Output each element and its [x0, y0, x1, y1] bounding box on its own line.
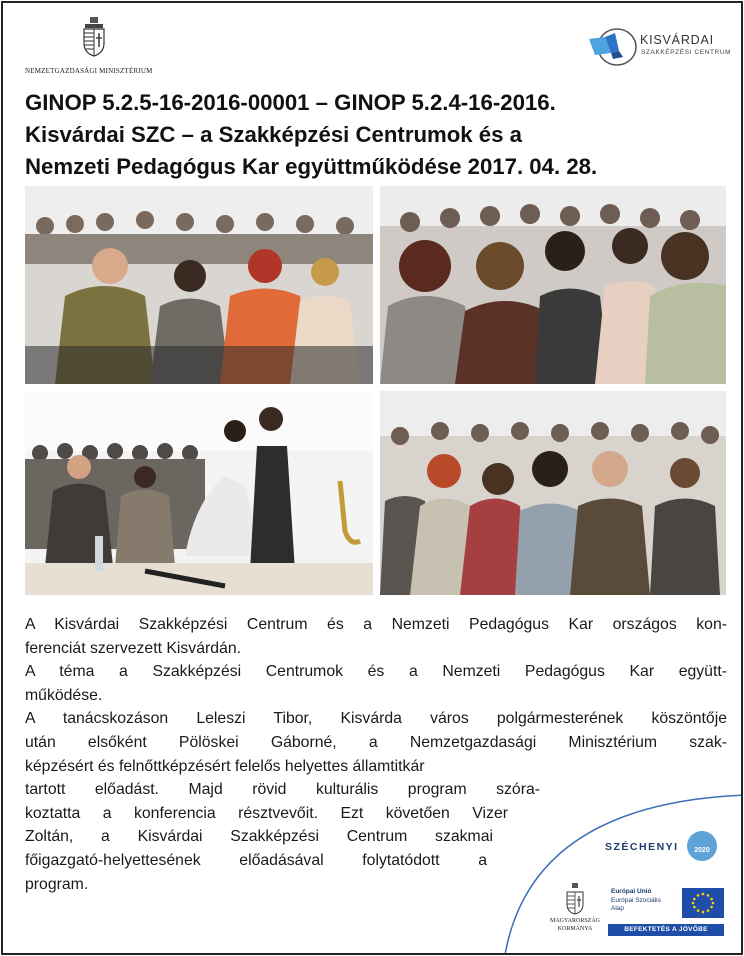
eu-flag-icon: [682, 888, 724, 918]
article-line: koztatta a konferencia résztvevőit. Ezt követően Vizer: [25, 804, 508, 822]
ministry-logo: [25, 17, 175, 77]
eu-union-name: Európai Unió: [611, 888, 652, 895]
article-line: után elsőként Pölöskei Gáborné, a Nemzetgazdasági Minisztérium szak-: [25, 733, 727, 751]
article-line: program.: [25, 875, 89, 893]
article-line: ferenciát szervezett Kisvárdán.: [25, 639, 241, 657]
szechenyi-badge: [503, 793, 743, 955]
eu-fund-name: Alap: [611, 905, 625, 912]
school-logo: [587, 27, 737, 71]
page-title: [25, 87, 737, 183]
government-logo: [543, 883, 603, 943]
poster: [1, 1, 743, 955]
photo-audience-front-row: [25, 186, 373, 384]
eu-fund-name: Európai Szociális: [611, 896, 661, 904]
article-line: A Kisvárdai Szakképzési Centrum és a Nemzeti Pedagógus Kar országos kon-: [25, 616, 727, 633]
eu-slogan-bar: BEFEKTETÉS A JÖVŐBE: [608, 924, 724, 936]
school-subtitle: SZAKKÉPZÉSI CENTRUM: [641, 49, 732, 56]
eu-logo-block: [608, 888, 724, 938]
hungarian-crest-icon: [81, 17, 107, 57]
photo-dance-performance: [25, 391, 373, 595]
szechenyi-year: 2020: [694, 847, 710, 854]
photo-audience-guests: [380, 391, 726, 595]
article-line: A téma a Szakképzési Centrumok és a Nemzeti Pedagógus Kar együtt-: [25, 663, 727, 681]
szechenyi-label: SZÉCHENYI: [605, 841, 679, 853]
school-name: KISVÁRDAI: [640, 33, 714, 47]
eu-fund-text: [611, 888, 661, 914]
title-line: Kisvárdai SZC – a Szakképzési Centrumok és a: [25, 122, 522, 147]
title-line: GINOP 5.2.5-16-2016-00001 – GINOP 5.2.4-16-2016.: [25, 90, 556, 115]
government-label-line: MAGYARORSZÁG: [549, 918, 600, 924]
article-line: A tanácskozáson Leleszi Tibor, Kisvárda város polgármesterének köszöntője: [25, 710, 727, 728]
government-label: [543, 917, 607, 933]
photo-audience-women: [380, 186, 726, 384]
government-label-line: KORMÁNYA: [557, 926, 593, 932]
article-line: Zoltán, a Kisvárdai Szakképzési Centrum szakmai: [25, 828, 493, 846]
szechenyi-year-circle: [687, 831, 717, 861]
ministry-name: NEMZETGAZDASÁGI MINISZTÉRIUM: [25, 67, 153, 75]
article-line: képzésért és felnőttképzésért felelős helyettes államtitkár: [25, 757, 425, 775]
article-line: főigazgató-helyettesének előadásával folytatódott a: [25, 851, 487, 869]
article-line: működése.: [25, 686, 103, 704]
article-line: tartott előadást. Majd rövid kulturális program szóra-: [25, 781, 540, 799]
title-line: Nemzeti Pedagógus Kar együttműködése 2017. 04. 28.: [25, 154, 598, 179]
hungarian-crest-icon: [565, 883, 585, 915]
school-book-icon: [587, 27, 637, 67]
